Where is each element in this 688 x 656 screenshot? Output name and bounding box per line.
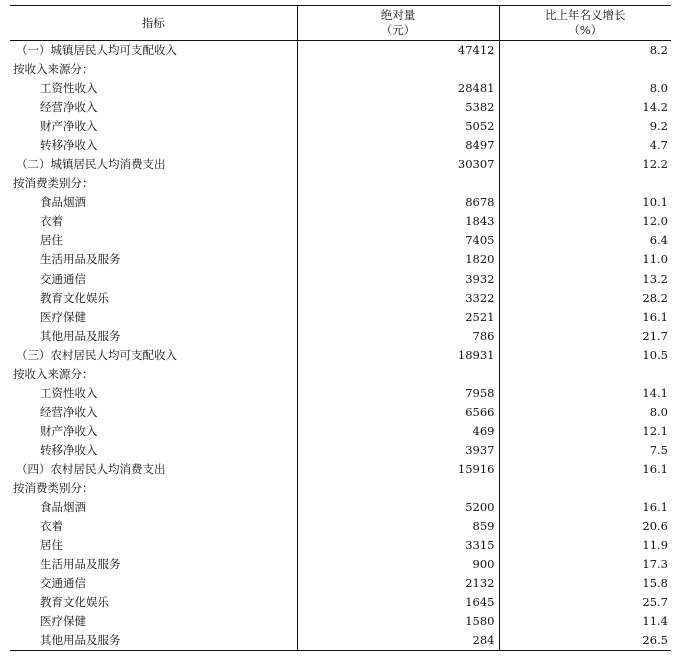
row-amount: 7405 bbox=[297, 231, 499, 250]
table-row bbox=[10, 212, 671, 231]
row-amount: 3932 bbox=[297, 270, 499, 289]
header-amount-title: 绝对量 bbox=[380, 8, 416, 22]
row-growth bbox=[499, 174, 671, 193]
table-row bbox=[10, 555, 671, 574]
row-label: 其他用品及服务 bbox=[40, 328, 121, 343]
row-label: 财产净收入 bbox=[40, 423, 98, 438]
table-body bbox=[10, 41, 671, 651]
table-row bbox=[10, 270, 671, 289]
table-row bbox=[10, 498, 671, 517]
table-row bbox=[10, 593, 671, 612]
table-row bbox=[10, 193, 671, 212]
table-container bbox=[10, 5, 671, 651]
row-growth: 14.2 bbox=[499, 98, 671, 117]
row-amount bbox=[297, 174, 499, 193]
row-amount bbox=[297, 479, 499, 498]
row-growth: 17.3 bbox=[499, 555, 671, 574]
row-growth bbox=[499, 60, 671, 79]
row-growth bbox=[499, 365, 671, 384]
table-row bbox=[10, 479, 671, 498]
header-amount-unit: （元） bbox=[380, 23, 416, 37]
row-amount: 30307 bbox=[297, 155, 499, 174]
row-amount: 2521 bbox=[297, 308, 499, 327]
row-growth: 20.6 bbox=[499, 517, 671, 536]
row-growth: 4.7 bbox=[499, 136, 671, 155]
header-growth bbox=[499, 6, 671, 41]
row-amount: 15916 bbox=[297, 460, 499, 479]
table-row bbox=[10, 289, 671, 308]
row-label: （一）城镇居民人均可支配收入 bbox=[16, 43, 177, 57]
row-label: 经营净收入 bbox=[40, 100, 98, 115]
row-label: 居住 bbox=[40, 538, 63, 553]
table-row bbox=[10, 422, 671, 441]
row-growth: 11.9 bbox=[499, 536, 671, 555]
row-growth: 10.1 bbox=[499, 193, 671, 212]
row-growth: 26.5 bbox=[499, 631, 671, 651]
row-amount: 284 bbox=[297, 631, 499, 651]
row-label: 工资性收入 bbox=[40, 385, 98, 400]
row-growth: 8.0 bbox=[499, 403, 671, 422]
table-row bbox=[10, 441, 671, 460]
row-label: 其他用品及服务 bbox=[10, 631, 297, 651]
row-amount: 8678 bbox=[297, 193, 499, 212]
row-amount: 7958 bbox=[297, 384, 499, 403]
row-growth: 14.1 bbox=[499, 384, 671, 403]
table-row bbox=[10, 174, 671, 193]
row-growth: 28.2 bbox=[499, 289, 671, 308]
row-label: （四）农村居民人均消费支出 bbox=[16, 462, 166, 476]
row-label: 转移净收入 bbox=[40, 138, 98, 153]
table-row bbox=[10, 231, 671, 250]
row-amount: 5052 bbox=[297, 117, 499, 136]
table-row bbox=[10, 60, 671, 79]
row-amount: 1843 bbox=[297, 212, 499, 231]
row-amount: 47412 bbox=[297, 41, 499, 61]
row-label: 生活用品及服务 bbox=[40, 557, 121, 572]
row-label: 居住 bbox=[40, 233, 63, 248]
row-label: 工资性收入 bbox=[40, 81, 98, 96]
table-row bbox=[10, 517, 671, 536]
row-label: （二）城镇居民人均消费支出 bbox=[16, 157, 166, 172]
header-row bbox=[10, 6, 671, 41]
table-row bbox=[10, 117, 671, 136]
row-amount: 3315 bbox=[297, 536, 499, 555]
row-amount bbox=[297, 365, 499, 384]
table-row bbox=[10, 631, 671, 651]
table-row bbox=[10, 327, 671, 346]
header-indicator bbox=[10, 6, 297, 41]
table-row bbox=[10, 41, 671, 61]
row-growth: 15.8 bbox=[499, 574, 671, 593]
row-growth bbox=[499, 479, 671, 498]
row-growth: 6.4 bbox=[499, 231, 671, 250]
row-label: 经营净收入 bbox=[40, 404, 98, 419]
table-row bbox=[10, 98, 671, 117]
row-label: 按收入来源分： bbox=[13, 366, 94, 381]
row-growth: 7.5 bbox=[499, 441, 671, 460]
row-amount: 3322 bbox=[297, 289, 499, 308]
row-label: 医疗保健 bbox=[40, 614, 86, 629]
table-row bbox=[10, 346, 671, 365]
table-row bbox=[10, 403, 671, 422]
row-label: （三）农村居民人均可支配收入 bbox=[16, 347, 177, 362]
row-amount: 469 bbox=[297, 422, 499, 441]
row-growth: 25.7 bbox=[499, 593, 671, 612]
table-row bbox=[10, 365, 671, 384]
row-label: 教育文化娱乐 bbox=[40, 595, 109, 610]
row-label: 财产净收入 bbox=[40, 119, 98, 134]
row-label: 食品烟酒 bbox=[40, 500, 86, 515]
table-row bbox=[10, 574, 671, 593]
row-amount: 1580 bbox=[297, 612, 499, 631]
row-growth: 16.1 bbox=[499, 460, 671, 479]
row-label: 按收入来源分： bbox=[13, 62, 94, 77]
row-growth: 12.1 bbox=[499, 422, 671, 441]
row-amount: 1645 bbox=[297, 593, 499, 612]
table-row bbox=[10, 250, 671, 269]
row-amount: 3937 bbox=[297, 441, 499, 460]
row-label: 生活用品及服务 bbox=[40, 252, 121, 267]
row-growth: 12.0 bbox=[499, 212, 671, 231]
header-growth-unit: （%） bbox=[568, 23, 603, 37]
header-indicator-label: 指标 bbox=[141, 15, 165, 30]
row-growth: 16.1 bbox=[499, 308, 671, 327]
row-label: 衣着 bbox=[40, 519, 63, 534]
table-row bbox=[10, 612, 671, 631]
table-row bbox=[10, 384, 671, 403]
row-label: 按消费类别分： bbox=[13, 481, 94, 496]
row-amount: 28481 bbox=[297, 79, 499, 98]
row-amount: 786 bbox=[297, 327, 499, 346]
row-growth: 8.2 bbox=[499, 41, 671, 61]
table-row bbox=[10, 136, 671, 155]
table-row bbox=[10, 308, 671, 327]
row-amount: 859 bbox=[297, 517, 499, 536]
row-amount: 900 bbox=[297, 555, 499, 574]
row-label: 食品烟酒 bbox=[40, 195, 86, 210]
header-amount bbox=[297, 6, 499, 41]
row-growth: 12.2 bbox=[499, 155, 671, 174]
row-amount: 5200 bbox=[297, 498, 499, 517]
row-growth: 11.4 bbox=[499, 612, 671, 631]
row-growth: 8.0 bbox=[499, 79, 671, 98]
row-label: 交通通信 bbox=[40, 271, 86, 286]
row-label: 医疗保健 bbox=[40, 309, 86, 324]
row-amount: 6566 bbox=[297, 403, 499, 422]
row-label: 衣着 bbox=[40, 214, 63, 229]
row-growth: 13.2 bbox=[499, 270, 671, 289]
row-amount: 1820 bbox=[297, 250, 499, 269]
row-amount: 18931 bbox=[297, 346, 499, 365]
income-expenditure-table bbox=[10, 5, 671, 651]
table-header bbox=[10, 6, 671, 41]
row-amount: 8497 bbox=[297, 136, 499, 155]
table-row bbox=[10, 79, 671, 98]
row-label: 交通通信 bbox=[40, 576, 86, 591]
table-row bbox=[10, 460, 671, 479]
row-label: 教育文化娱乐 bbox=[40, 290, 109, 305]
row-growth: 10.5 bbox=[499, 346, 671, 365]
row-amount bbox=[297, 60, 499, 79]
table-row bbox=[10, 155, 671, 174]
row-growth: 21.7 bbox=[499, 327, 671, 346]
row-amount: 5382 bbox=[297, 98, 499, 117]
row-growth: 11.0 bbox=[499, 250, 671, 269]
row-label: 转移净收入 bbox=[40, 442, 98, 457]
row-growth: 16.1 bbox=[499, 498, 671, 517]
table-row bbox=[10, 536, 671, 555]
row-growth: 9.2 bbox=[499, 117, 671, 136]
header-growth-title: 比上年名义增长 bbox=[545, 8, 626, 22]
row-label: 按消费类别分： bbox=[13, 176, 94, 191]
row-amount: 2132 bbox=[297, 574, 499, 593]
